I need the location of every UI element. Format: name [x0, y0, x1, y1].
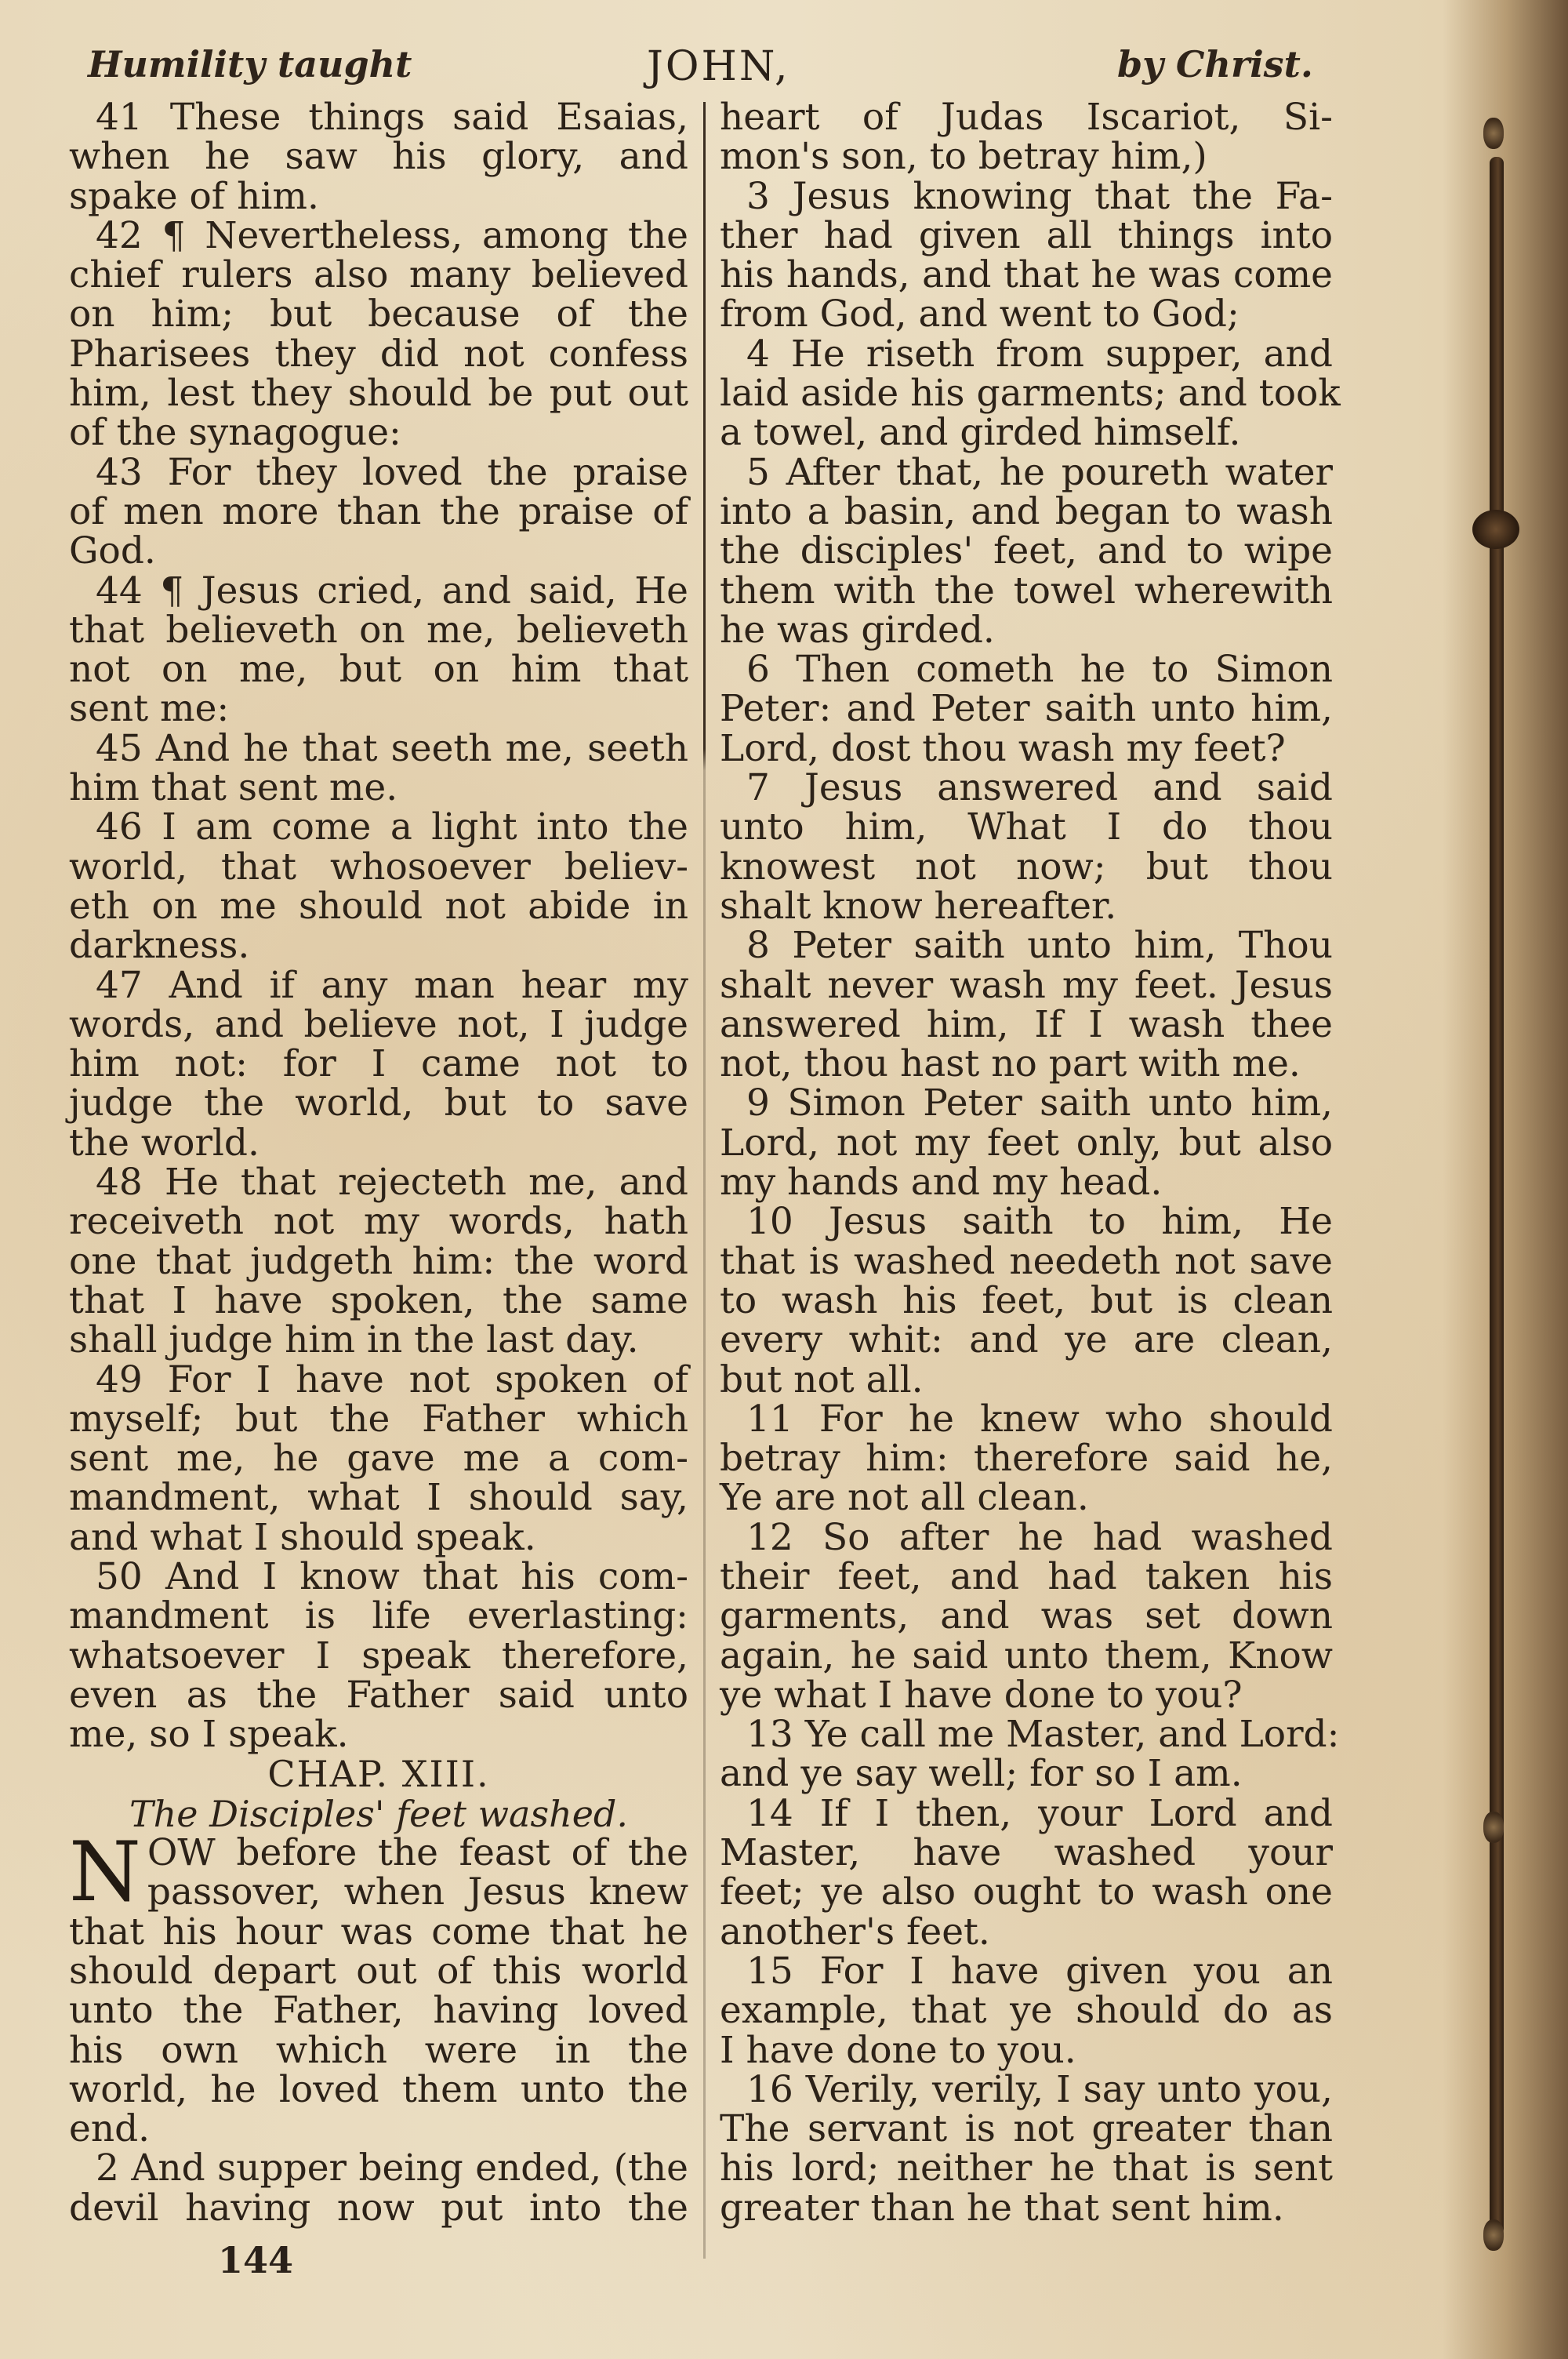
text-line: world, he loved them unto the: [69, 2067, 688, 2111]
text-line: devil having now put into the: [69, 2186, 688, 2230]
text-line: 44 ¶ Jesus cried, and said, He: [96, 569, 688, 612]
book-spine-edge: [1490, 157, 1504, 2235]
text-line: the world.: [69, 1121, 260, 1165]
text-line: end.: [69, 2107, 151, 2151]
page-number: 144: [218, 2239, 294, 2281]
text-line: 15 For I have given you an: [746, 1949, 1333, 1993]
text-line: Lord, not my feet only, but also: [720, 1121, 1333, 1165]
text-line: 13 Ye call me Master, and Lord:: [746, 1713, 1340, 1757]
text-line: eth on me should not abide in: [69, 884, 688, 928]
text-line: but not all.: [720, 1358, 924, 1401]
text-line: darkness.: [69, 924, 250, 968]
text-line: unto the Father, having loved: [69, 1989, 688, 2033]
text-line: his hands, and that he was come: [720, 253, 1333, 297]
right-column: [720, 96, 1341, 2230]
text-line: God.: [69, 529, 156, 573]
text-line: shalt know hereafter.: [720, 884, 1117, 928]
text-line: 2 And supper being ended, (the: [96, 2146, 688, 2190]
text-line: 10 Jesus saith to him, He: [746, 1200, 1333, 1244]
text-line: again, he said unto them, Know: [720, 1634, 1333, 1677]
text-line: mandment is life everlasting:: [69, 1594, 688, 1638]
text-line: to wash his feet, but is clean: [720, 1278, 1333, 1322]
text-line: receiveth not my words, hath: [69, 1200, 688, 1244]
text-line: Ye are not all clean.: [720, 1476, 1089, 1520]
text-line: the disciples' feet, and to wipe: [720, 529, 1333, 573]
text-line: 43 For they loved the praise: [96, 450, 688, 494]
chapter-heading: CHAP. XIII.: [267, 1753, 490, 1796]
text-line: 50 And I know that his com-: [96, 1554, 688, 1598]
text-line: and what I should speak.: [69, 1515, 536, 1559]
text-line: his lord; neither he that is sent: [720, 2146, 1333, 2190]
text-line: every whit: and ye are clean,: [720, 1318, 1333, 1362]
text-line: him not: for I came not to: [69, 1042, 688, 1086]
text-line: 11 For he knew who should: [746, 1397, 1333, 1441]
binding-mark: [1483, 118, 1504, 149]
text-line: myself; but the Father which: [69, 1397, 688, 1441]
running-head-right: by Christ.: [1117, 43, 1313, 85]
text-line: that I have spoken, the same: [69, 1278, 688, 1322]
text-line: one that judgeth him: the word: [69, 1239, 688, 1283]
text-line: from God, and went to God;: [720, 293, 1240, 336]
text-line: spake of him.: [69, 174, 319, 218]
text-line: should depart out of this world: [69, 1949, 688, 1993]
text-line: 14 If I then, your Lord and: [746, 1791, 1333, 1835]
text-line: ther had given all things into: [720, 213, 1333, 257]
text-line: Master, have washed your: [720, 1831, 1333, 1875]
text-line: and ye say well; for so I am.: [720, 1752, 1243, 1796]
text-line: him that sent me.: [69, 766, 398, 810]
text-line: I have done to you.: [720, 2028, 1076, 2072]
running-head: [0, 43, 1568, 98]
text-line: greater than he that sent him.: [720, 2186, 1284, 2230]
text-line: on him; but because of the: [69, 293, 688, 336]
left-column-verses-upper: [69, 96, 688, 1757]
text-line: feet; ye also ought to wash one: [720, 1870, 1333, 1914]
text-line: laid aside his garments; and took: [720, 372, 1341, 416]
text-line: chief rulers also many believed: [69, 253, 688, 297]
text-line: 3 Jesus knowing that the Fa-: [746, 174, 1333, 218]
text-line: their feet, and had taken his: [720, 1554, 1333, 1598]
text-line: sent me:: [69, 687, 230, 731]
text-line: not on me, but on him that: [69, 648, 688, 692]
chapter-summary: The Disciples' feet washed.: [129, 1792, 628, 1835]
text-line: 16 Verily, verily, I say unto you,: [746, 2067, 1333, 2111]
right-column-verses: [720, 96, 1341, 2230]
text-line: that believeth on me, believeth: [69, 608, 688, 652]
column-rule: [703, 102, 706, 2259]
text-line: 7 Jesus answered and said: [746, 766, 1333, 810]
text-line: 45 And he that seeth me, seeth: [96, 726, 688, 770]
text-line: unto him, What I do thou: [720, 805, 1333, 849]
text-line: a towel, and girded himself.: [720, 411, 1241, 455]
text-line: into a basin, and began to wash: [720, 489, 1333, 533]
text-line: garments, and was set down: [720, 1594, 1333, 1638]
chapter-opening: [69, 1824, 688, 1921]
text-line: example, that ye should do as: [720, 1989, 1333, 2033]
text-line: that his hour was come that he: [69, 1910, 688, 1954]
text-line: 48 He that rejecteth me, and: [96, 1161, 688, 1205]
text-line: words, and believe not, I judge: [69, 1002, 688, 1046]
drop-cap: N: [69, 1824, 141, 1921]
text-line: The servant is not greater than: [720, 2107, 1333, 2151]
text-line: mon's son, to betray him,): [720, 135, 1207, 179]
text-line: world, that whosoever believ-: [69, 845, 688, 889]
text-line: 9 Simon Peter saith unto him,: [746, 1081, 1333, 1125]
text-line: his own which were in the: [69, 2028, 688, 2072]
text-line: my hands and my head.: [720, 1161, 1163, 1205]
text-line: shall judge him in the last day.: [69, 1318, 639, 1362]
text-line: 8 Peter saith unto him, Thou: [746, 924, 1333, 968]
text-line: 41 These things said Esaias,: [96, 96, 688, 139]
text-line: 42 ¶ Nevertheless, among the: [96, 213, 688, 257]
text-line: not, thou hast no part with me.: [720, 1042, 1301, 1086]
text-line: 4 He riseth from supper, and: [746, 332, 1333, 376]
text-line: knowest not now; but thou: [720, 845, 1333, 889]
text-line: Peter: and Peter saith unto him,: [720, 687, 1333, 731]
running-head-book-title: JOHN,: [647, 43, 790, 90]
text-line: answered him, If I wash thee: [720, 1002, 1333, 1046]
text-line: whatsoever I speak therefore,: [69, 1634, 688, 1677]
left-column-verses-lower: [69, 1910, 688, 2230]
binding-mark: [1483, 1812, 1504, 1843]
running-head-left: Humility taught: [88, 43, 412, 85]
text-line: 6 Then cometh he to Simon: [746, 648, 1333, 692]
text-line: mandment, what I should say,: [69, 1476, 688, 1520]
text-line: me, so I speak.: [69, 1713, 349, 1757]
text-line: OW before the feast of the: [147, 1831, 688, 1875]
text-line: heart of Judas Iscariot, Si-: [720, 96, 1333, 139]
left-column: [69, 98, 688, 2228]
text-line: them with the towel wherewith: [720, 569, 1333, 612]
binding-knot: [1472, 510, 1519, 549]
text-line: another's feet.: [720, 1910, 990, 1954]
text-line: of men more than the praise of: [69, 489, 688, 533]
text-line: 46 I am come a light into the: [96, 805, 688, 849]
text-line: judge the world, but to save: [69, 1081, 688, 1125]
text-line: Pharisees they did not confess: [69, 332, 688, 376]
text-line: he was girded.: [720, 608, 995, 652]
text-line: that is washed needeth not save: [720, 1239, 1333, 1283]
text-line: sent me, he gave me a com-: [69, 1437, 688, 1481]
text-line: 5 After that, he poureth water: [746, 450, 1333, 494]
text-line: 12 So after he had washed: [746, 1515, 1333, 1559]
text-line: 49 For I have not spoken of: [96, 1358, 688, 1401]
text-line: him, lest they should be put out: [69, 372, 688, 416]
text-line: even as the Father said unto: [69, 1673, 688, 1717]
text-line: when he saw his glory, and: [69, 135, 688, 179]
text-line: 47 And if any man hear my: [96, 963, 688, 1007]
text-line: betray him: therefore said he,: [720, 1437, 1333, 1481]
text-line: ye what I have done to you?: [720, 1673, 1243, 1717]
text-line: passover, when Jesus knew: [147, 1870, 688, 1914]
binding-mark: [1483, 2219, 1504, 2251]
text-line: shalt never wash my feet. Jesus: [720, 963, 1333, 1007]
text-line: Lord, dost thou wash my feet?: [720, 726, 1286, 770]
text-line: of the synagogue:: [69, 411, 401, 455]
